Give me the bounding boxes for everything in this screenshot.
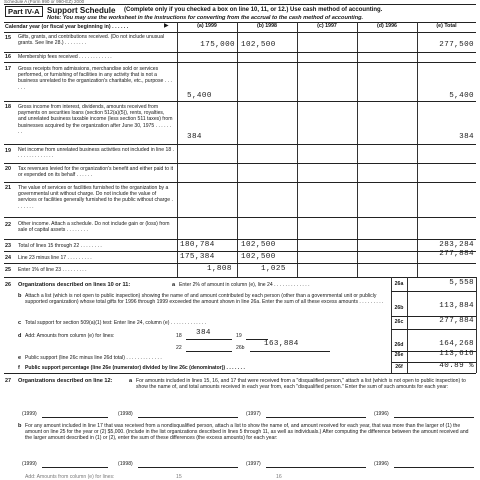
- year-1996-line-b: [394, 467, 474, 468]
- line26b-letter: b: [18, 293, 22, 299]
- line15-col-a: 175,000: [200, 41, 235, 49]
- line-number: 24: [5, 255, 11, 261]
- row-rule: [4, 163, 476, 164]
- line25-col-a: 1,808: [207, 265, 232, 273]
- row-rule: [4, 217, 476, 218]
- box-26c-value: 277,884: [439, 317, 474, 325]
- line-number: 25: [5, 267, 11, 273]
- year-1996-label-b: (1996): [374, 461, 389, 467]
- box-26b-value: 113,884: [439, 302, 474, 310]
- line-text: Gifts, grants, and contributions received. (Do not include unusual grants. See line 28.) . . . . . . . .: [18, 34, 165, 47]
- line25-col-b: 1,025: [261, 265, 286, 273]
- year-1997-line-b: [266, 467, 366, 468]
- line-number: 20: [5, 166, 11, 172]
- line26d-19-label: 19: [236, 333, 242, 339]
- box-right: [476, 362, 477, 373]
- line-text: Enter 1% of line 23 . . . . . . . . .: [18, 267, 87, 273]
- year-1997-label: (1997): [246, 411, 261, 417]
- line-number: 22: [5, 222, 11, 228]
- row-rule: [4, 52, 476, 53]
- line26d-18-label: 18: [176, 333, 182, 339]
- row-rule: [4, 182, 476, 183]
- line26f-letter: f: [18, 365, 20, 371]
- year-1999-label-b: (1999): [22, 461, 37, 467]
- box-26a-value: 5,558: [449, 279, 474, 287]
- line26d-26b-value: 163,884: [264, 340, 299, 348]
- line24-col-e: 277,884: [439, 250, 474, 258]
- year-1998-line: [138, 417, 238, 418]
- box-26e-value: 113,616: [439, 350, 474, 358]
- box-26d-value: 164,268: [439, 340, 474, 348]
- year-1997-line: [266, 417, 366, 418]
- line26c-letter: c: [18, 320, 22, 326]
- section-rule: [4, 373, 476, 374]
- line27a-letter: a: [129, 378, 133, 384]
- row-rule: [4, 239, 476, 240]
- line26-title: Organizations described on lines 10 or 11:: [18, 282, 131, 288]
- part-title: Support Schedule: [47, 6, 116, 15]
- year-1997-label-b: (1997): [246, 461, 261, 467]
- line23-col-b: 102,500: [241, 241, 276, 249]
- year-1998-label: (1998): [118, 411, 133, 417]
- line26d-18-underline: [186, 339, 232, 340]
- line-text: Other income. Attach a schedule. Do not include gain or (loss) from sale of capital assets . . . . . . . .: [18, 221, 170, 234]
- year-1999-line: [42, 417, 108, 418]
- line-text: Gross receipts from admissions, merchandise sold or services performed, or furnishing of facilities in any activity that is not a business unrelated to the organization's charitable, etc., purpose . . . . . .: [18, 66, 172, 91]
- box-26e-label: 26e: [394, 352, 404, 358]
- part-description: (Complete only if you checked a box on line 10, 11, or 12.) Use cash method of accounting.: [124, 7, 383, 13]
- box-rule: [391, 291, 476, 292]
- line27c-16-label: 16: [276, 474, 282, 480]
- col-a-header: (a) 1999: [197, 23, 217, 29]
- line26a-letter: a: [172, 282, 176, 288]
- line-text: Line 23 minus line 17 . . . . . . . . .: [18, 255, 92, 261]
- method-note: Note: You may use the worksheet in the instructions for converting from the accrual to the cash method of accounting.: [47, 15, 364, 21]
- line18-col-e: 384: [459, 133, 474, 141]
- line27b-text: For any amount included in line 17 that was received from a nondisqualified person, attach a list to show the name of, and amount received for each year, that was more than the larger of (1) the amount on line 25 for the year or (2) $5,000. (Include in the list organizations described in lines 5 through 11, as well as individuals.) After computing the difference between the amount received and the larger amount described in (1) or (2), enter the sum of these differences (the excess amounts) for each year:: [25, 423, 469, 442]
- box-26b-label: 26b: [394, 305, 404, 311]
- col-e-header: (e) Total: [436, 23, 457, 29]
- line-text: Total of lines 15 through 22 . . . . . . . .: [18, 243, 102, 249]
- line17-col-e: 5,400: [449, 92, 474, 100]
- row-rule: [4, 277, 476, 278]
- line23-col-a: 180,784: [180, 241, 215, 249]
- line26d-22-label: 22: [176, 345, 182, 351]
- line23-col-e: 283,284: [439, 241, 474, 249]
- row-rule: [4, 251, 476, 252]
- line-text: Membership fees received . . . . . . . . . . . .: [18, 54, 112, 60]
- line26e-text: Public support (line 26c minus line 26d total) . . . . . . . . . . . . .: [25, 355, 162, 361]
- line-number: 23: [5, 243, 11, 249]
- line26d-letter: d: [18, 333, 22, 339]
- year-1998-line-b: [138, 467, 238, 468]
- line27a-text: For amounts included in lines 15, 16, and 17 that were received from a "disqualified person," attach a list (which is not open to public inspection) to show the name of, and total amounts received in each year from, each "disqualified person." Enter the sum of such amounts for each year:: [136, 378, 466, 391]
- line-number: 21: [5, 185, 11, 191]
- line-text: The value of services or facilities furnished to the organization by a governmental unit without charge. Do not include the value of services or facilities generally furnished to the public without charge . . . . . . .: [18, 185, 173, 210]
- line26b-text: Attach a list (which is not open to public inspection) showing the name of and amount contributed by each person (other than a governmental unit or publicly supported organization) whose total gifts for 1996 through 1999 exceeded the amount shown in line 26a. Enter the sum of all these excess amounts . . . . . . . . .: [25, 293, 384, 306]
- line-number: 19: [5, 148, 11, 154]
- line24-col-b: 102,500: [241, 253, 276, 261]
- box-26d-label: 26d: [394, 342, 404, 348]
- box-right: [476, 277, 477, 362]
- colhead-bottom-rule: [4, 32, 476, 33]
- line26d-22-underline: [186, 351, 232, 352]
- row-rule: [4, 101, 476, 102]
- year-1999-line-b: [42, 467, 108, 468]
- col-c-header: (c) 1997: [317, 23, 337, 29]
- line26d-26b-label: 26b: [236, 345, 245, 351]
- part-label: Part IV-A: [5, 6, 43, 17]
- row-rule: [4, 62, 476, 63]
- line26f-text: Public support percentage (line 26e (numerator) divided by line 26c (denominator)) . . . . . . .: [25, 365, 245, 371]
- line-number: 18: [5, 104, 11, 110]
- year-1996-line: [394, 417, 474, 418]
- box-rule: [391, 329, 476, 330]
- line-text: Tax revenues levied for the organization's benefit and either paid to it or expended on its behalf . . . . . .: [18, 166, 174, 179]
- line-number: 17: [5, 66, 11, 72]
- line26d-26b-underline: [250, 351, 330, 352]
- arrow-icon: ▶: [164, 23, 169, 29]
- line26e-letter: e: [18, 355, 22, 361]
- col-b-header: (b) 1998: [256, 23, 278, 29]
- line-number: 15: [5, 35, 11, 41]
- header-rule: [4, 4, 476, 5]
- line27c-15-label: 15: [176, 474, 182, 480]
- line-number: 27: [5, 378, 11, 384]
- row-rule: [4, 263, 476, 264]
- calendar-year-label: Calendar year (or fiscal year beginning in) . . . . . .: [5, 24, 129, 30]
- line18-col-a: 384: [187, 133, 202, 141]
- line-text: Net income from unrelated business activities not included in line 18 . . . . . . . . . . . . . .: [18, 147, 175, 160]
- line-number: 16: [5, 54, 11, 60]
- year-1999-label: (1999): [22, 411, 37, 417]
- line15-col-e: 277,500: [439, 41, 474, 49]
- row-rule: [4, 144, 476, 145]
- line-text: Gross income from interest, dividends, amounts received from payments on securities loans (section 512(a)(5)), rents, royalties, and unrelated business taxable income (less section 511 taxes) from businesses acquired by the organization after June 30, 1975 . . . . . . . .: [18, 104, 173, 135]
- year-1996-label: (1996): [374, 411, 389, 417]
- line15-col-b: 102,500: [241, 41, 276, 49]
- line26a-text: Enter 2% of amount in column (e), line 24 . . . . . . . . . . . . .: [179, 282, 310, 288]
- box-26a-label: 26a: [394, 281, 404, 287]
- col-d-header: (d) 1996: [376, 23, 398, 29]
- line-number: 26: [5, 282, 11, 288]
- line27-title: Organizations described on line 12:: [18, 378, 113, 384]
- line24-col-a: 175,384: [180, 253, 215, 261]
- top-reference: Schedule A (Form 990 or 990-EZ) 2000: [4, 0, 85, 4]
- box-26f-value: 40.89 %: [439, 362, 474, 370]
- line27b-letter: b: [18, 423, 22, 429]
- box-26c-label: 26c: [394, 319, 404, 325]
- line26d-text: Add: Amounts from column (e) for lines:: [25, 333, 115, 339]
- line17-col-a: 5,400: [187, 92, 212, 100]
- line27c-text: Add: Amounts from column (e) for lines:: [25, 474, 115, 480]
- line26d-18-value: 384: [196, 329, 211, 337]
- line26c-text: Total support for section 509(a)(1) test: Enter line 24, column (e) . . . . . . . . . . . . .: [25, 320, 207, 326]
- year-1998-label-b: (1998): [118, 461, 133, 467]
- box-26f-label: 26f: [395, 364, 403, 370]
